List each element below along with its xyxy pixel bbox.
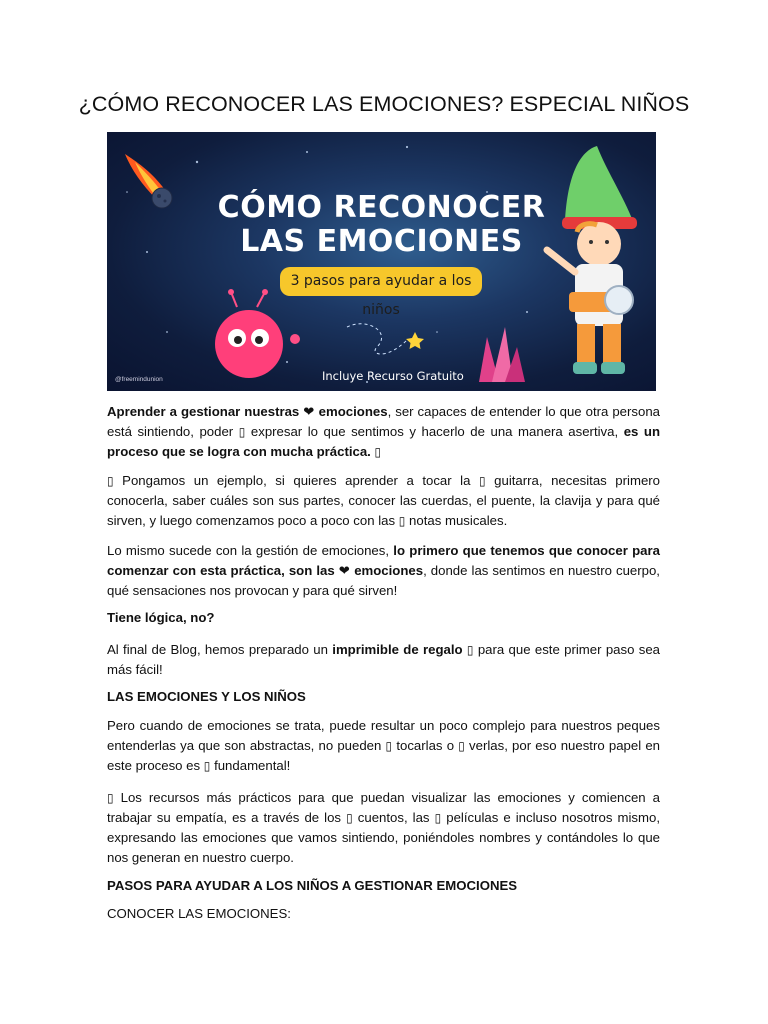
banner-title-line1: CÓMO RECONOCER (217, 190, 546, 225)
bold-text: imprimible de regalo (332, 642, 463, 657)
body-text: guitarra, necesitas primero conocerla, saber cuáles son sus partes, conocer las cuerdas, el puente, la clavija y para qué sirven, y luego comenzamos poco a poco con las (107, 473, 661, 528)
paragraph-6 (107, 716, 660, 776)
body-text: verlas, por eso nuestro papel en este proceso es (107, 738, 660, 773)
banner-image (107, 132, 656, 391)
heart-icon: ❤ (338, 563, 351, 578)
emoji-icon: ▯ (238, 425, 246, 439)
body-text: para que este primer paso sea más fácil! (107, 642, 660, 677)
body-text: expresar lo que sentimos y hacerlo de una manera asertiva, (250, 424, 619, 439)
emoji-icon: ▯ (107, 791, 114, 805)
emoji-icon: ▯ (107, 474, 114, 488)
paragraph-7 (107, 788, 660, 868)
banner-title-line2: LAS EMOCIONES (240, 224, 523, 259)
paragraph-5 (107, 640, 660, 680)
body-text: Pongamos un ejemplo, si quieres aprender a tocar la (122, 473, 471, 488)
banner-illustration (107, 132, 656, 391)
body-text: Al final de Blog, hemos preparado un (107, 642, 328, 657)
section-heading-1 (107, 687, 660, 707)
bold-text: LAS EMOCIONES Y LOS NIÑOS (107, 689, 306, 704)
body-text: notas musicales. (409, 513, 508, 528)
paragraph-2 (107, 471, 660, 531)
emoji-icon: ▯ (203, 759, 211, 773)
crystal-icon (479, 327, 525, 382)
body-text: películas e incluso nosotros mismo, expresando las emociones que vamos sintiendo, poniéndoles nombres y contándoles lo que nos generan en nuestro cuerpo. (107, 810, 660, 865)
movie-icon: ▯ (434, 811, 442, 825)
heart-icon: ❤ (303, 404, 315, 419)
star-icon (406, 332, 424, 349)
hand-icon: ▯ (385, 739, 393, 753)
dashed-path (347, 324, 407, 354)
monster-character (215, 289, 300, 378)
body-text: , donde las sentimos en nuestro cuerpo, qué sensaciones nos provocan y para qué sirven! (107, 563, 660, 598)
body-text: Lo mismo sucede con la gestión de emociones, (107, 543, 390, 558)
bold-text: Aprender a gestionar nuestras (107, 404, 300, 419)
bold-text: es un proceso que se logra con mucha práctica. (107, 424, 661, 459)
bold-text: lo primero que tenemos que conocer para comenzar con esta práctica, son las (107, 543, 660, 578)
paragraph-4 (107, 608, 660, 628)
guitar-icon: ▯ (479, 474, 486, 488)
body-text: CONOCER LAS EMOCIONES: (107, 906, 291, 921)
bold-text: Tiene lógica, no? (107, 610, 215, 625)
section-heading-2 (107, 876, 660, 896)
gnome-character (547, 146, 637, 374)
body-text: fundamental! (214, 758, 291, 773)
eye-icon: ▯ (458, 739, 465, 753)
bold-text: PASOS PARA AYUDAR A LOS NIÑOS A GESTIONAR EMOCIONES (107, 878, 518, 893)
paragraph-1 (107, 402, 660, 462)
bold-text: emociones (318, 404, 388, 419)
gift-icon: ▯ (466, 643, 474, 657)
banner-footer-text: Incluye Recurso Gratuito (322, 369, 464, 383)
banner-handle: @freemindunion (115, 376, 163, 383)
body-text: Pero cuando de emociones se trata, puede resultar un poco complejo para nuestros peques entenderlas ya que son abstractas, no pueden (107, 718, 660, 753)
paragraph-3 (107, 541, 660, 601)
page-title: ¿CÓMO RECONOCER LAS EMOCIONES? ESPECIAL NIÑOS (78, 92, 690, 116)
body-text: Los recursos más prácticos para que puedan visualizar las emociones y comiencen a trabajar su empatía, es a través de los (107, 790, 660, 825)
body-text: cuentos, las (357, 810, 430, 825)
body-text: tocarlas o (396, 738, 455, 753)
starfield (126, 146, 528, 383)
bold-text: emociones (354, 563, 424, 578)
body-text: , ser capaces de entender lo que otra persona está sintiendo, poder (107, 404, 660, 439)
book-icon: ▯ (346, 811, 353, 825)
paragraph-8 (107, 904, 660, 924)
music-note-icon: ▯ (398, 514, 406, 528)
emoji-icon: ▯ (374, 445, 382, 459)
banner-subtitle-badge: 3 pasos para ayudar a los niños (280, 267, 482, 296)
